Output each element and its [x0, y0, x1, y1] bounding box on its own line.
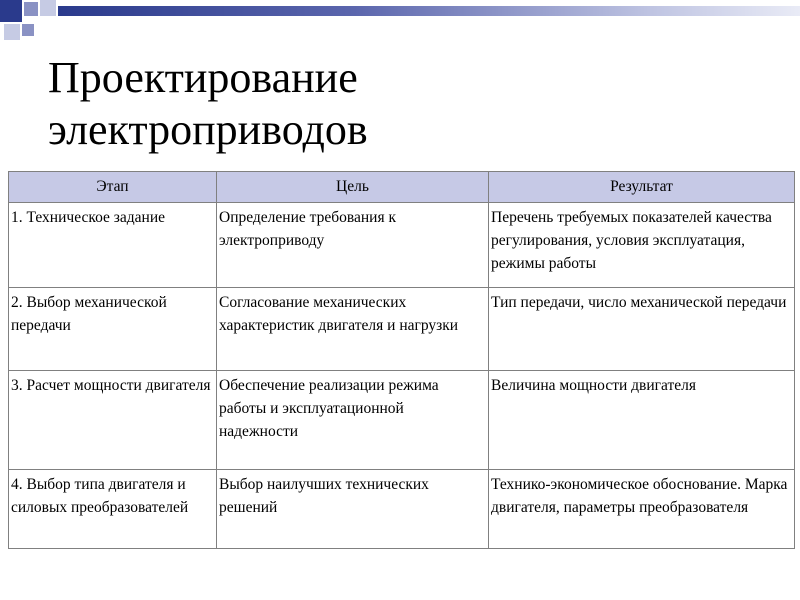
- decor-square: [24, 2, 38, 16]
- table-row: [9, 470, 795, 549]
- cell-stage: 2. Выбор механической передачи: [9, 288, 217, 371]
- cell-result: Технико-экономическое обоснование. Марка двигателя, параметры преобразователя: [489, 470, 795, 549]
- table-row: [9, 371, 795, 470]
- cell-result: Величина мощности двигателя: [489, 371, 795, 470]
- table-row: [9, 288, 795, 371]
- header-goal: Цель: [217, 172, 489, 203]
- slide-title-line-1: Проектирование: [48, 53, 358, 102]
- stages-table: [8, 171, 795, 549]
- cell-stage: 3. Расчет мощности двигателя: [9, 371, 217, 470]
- decor-square: [40, 0, 56, 16]
- cell-result: Перечень требуемых показателей качества регулирования, условия эксплуатация, режимы работы: [489, 203, 795, 288]
- cell-stage: 1. Техническое задание: [9, 203, 217, 288]
- top-gradient-bar: [58, 6, 800, 16]
- decor-square: [22, 24, 34, 36]
- table-header-row: [9, 172, 795, 203]
- cell-goal: Определение требования к электроприводу: [217, 203, 489, 288]
- table-row: [9, 203, 795, 288]
- slide-title-line-2: электроприводов: [48, 105, 368, 154]
- cell-goal: Обеспечение реализации режима работы и эксплуатационной надежности: [217, 371, 489, 470]
- cell-result: Тип передачи, число механической передачи: [489, 288, 795, 371]
- cell-stage: 4. Выбор типа двигателя и силовых преобразователей: [9, 470, 217, 549]
- cell-goal: Выбор наилучших технических решений: [217, 470, 489, 549]
- slide-title: [48, 52, 368, 156]
- header-stage: Этап: [9, 172, 217, 203]
- cell-goal: Согласование механических характеристик двигателя и нагрузки: [217, 288, 489, 371]
- decorative-squares: [0, 0, 60, 50]
- header-result: Результат: [489, 172, 795, 203]
- decor-square: [0, 0, 22, 22]
- decor-square: [4, 24, 20, 40]
